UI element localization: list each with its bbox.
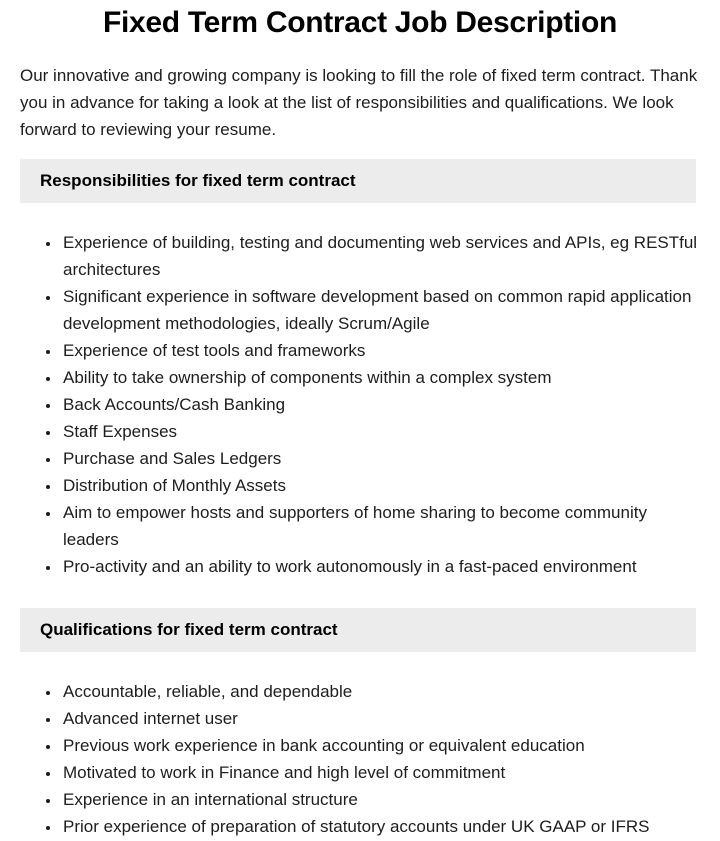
list-item: • Purchase and Sales Ledgers [61,445,704,472]
list-item: • Experience of test tools and frameworks [61,337,704,364]
intro-paragraph: Our innovative and growing company is looking to fill the role of fixed term contract. Thank you in advance for taking a look at the list of responsibilities and qualifications. We look forward to reviewing your resume. [20,66,698,139]
responsibilities-list [0,229,720,580]
list-item: • Ability to take ownership of components within a complex system [61,364,704,391]
responsibilities-section-heading: Responsibilities for fixed term contract [40,171,356,190]
list-item: • Experience in an international structure [61,786,704,813]
list-item: • Accountable, reliable, and dependable [61,678,704,705]
list-item: • Aim to empower hosts and supporters of home sharing to become community leaders [61,499,704,553]
list-item: • Previous work experience in bank accounting or equivalent education [61,732,704,759]
qualifications-list [0,678,720,840]
list-item: • Significant experience in software development based on common rapid application development methodologies, ideally Scrum/Agile [61,283,704,337]
list-item: • Motivated to work in Finance and high level of commitment [61,759,704,786]
list-item: • Back Accounts/Cash Banking [61,391,704,418]
list-item: • Advanced internet user [61,705,704,732]
qualifications-section-header [20,608,696,652]
list-item: • Pro-activity and an ability to work autonomously in a fast-paced environment [61,553,704,580]
page-title: Fixed Term Contract Job Description [102,6,618,39]
responsibilities-section-header [20,159,696,203]
list-item: • Experience of building, testing and documenting web services and APIs, eg RESTful architectures [61,229,704,283]
list-item: • Staff Expenses [61,418,704,445]
qualifications-section-heading: Qualifications for fixed term contract [40,620,338,639]
list-item: • Distribution of Monthly Assets [61,472,704,499]
list-item: • Prior experience of preparation of statutory accounts under UK GAAP or IFRS [61,813,704,840]
